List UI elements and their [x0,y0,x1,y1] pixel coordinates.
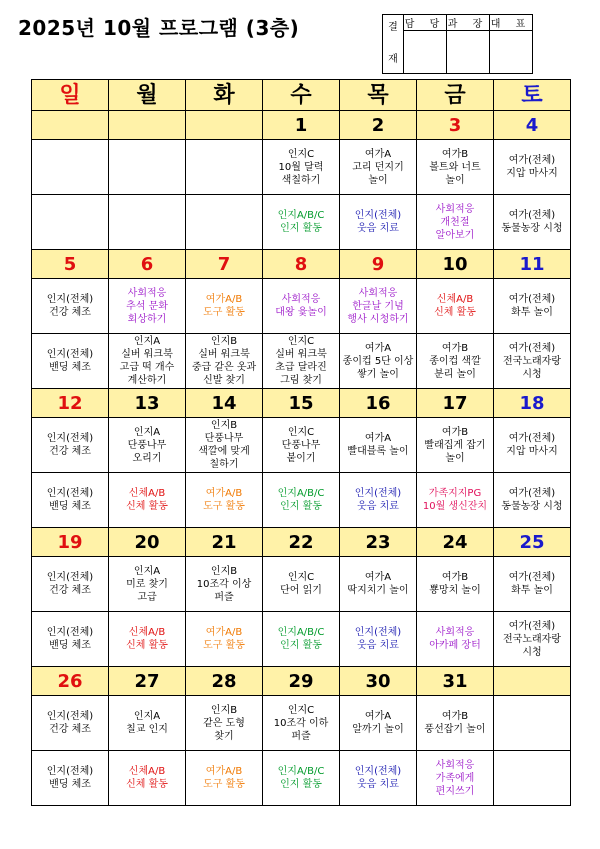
approval-side-bottom: 재 [388,54,398,65]
date-cell: 6 [109,250,186,279]
activity-cell [417,557,494,612]
activity-text: 여가(전체) 지압 마사지 [506,433,558,457]
date-row [32,250,571,279]
approval-box [382,14,533,74]
date-cell: 21 [186,528,263,557]
activity-cell [32,473,109,528]
activity-cell [263,612,340,667]
activity-text: 사회적응 개천절 알아보기 [435,203,475,241]
date-cell: 10 [417,250,494,279]
activity-row-morning [32,557,571,612]
activity-cell [186,140,263,195]
activity-text: 인지C 단풍나무 붙이기 [281,426,321,464]
activity-cell [186,473,263,528]
date-cell: 23 [340,528,417,557]
date-cell: 27 [109,667,186,696]
activity-cell [263,418,340,473]
activity-cell [32,612,109,667]
activity-text: 인지(전체) 웃음 치료 [354,488,402,512]
activity-text: 인지A/B/C 인지 활동 [277,627,325,651]
date-cell: 8 [263,250,340,279]
activity-cell [32,140,109,195]
activity-text: 여가(전체) 화투 놀이 [508,294,556,318]
activity-cell [494,473,571,528]
activity-cell [263,279,340,334]
weekday-cell: 금 [417,80,494,111]
page-title: 2025년 10월 프로그램 (3층) [18,16,300,40]
activity-text: 여가A/B 도구 활동 [203,488,245,512]
activity-text: 사회적응 아카페 장터 [429,627,481,651]
date-cell: 31 [417,667,494,696]
activity-text: 인지C 10월 달력 색칠하기 [278,148,324,186]
activity-row-morning [32,140,571,195]
activity-cell [32,334,109,389]
activity-text: 여가(전체) 화투 놀이 [508,572,556,596]
activity-text: 인지C 단어 읽기 [280,572,322,596]
activity-text: 신체A/B 신체 활동 [126,488,168,512]
activity-cell [109,557,186,612]
weekday-cell: 토 [494,80,571,111]
date-cell: 4 [494,111,571,140]
activity-cell [494,195,571,250]
activity-cell [109,279,186,334]
date-cell: 25 [494,528,571,557]
activity-text: 여가B 종이컵 색깔 분리 놀이 [429,342,481,380]
date-cell: 2 [340,111,417,140]
activity-cell [340,751,417,806]
activity-text: 여가A 고리 던지기 놀이 [352,148,404,186]
approval-label-director: 대 표 [490,15,533,31]
weekday-cell: 일 [32,80,109,111]
date-cell: 7 [186,250,263,279]
date-cell [186,111,263,140]
date-cell: 26 [32,667,109,696]
date-cell: 14 [186,389,263,418]
activity-text: 신체A/B 신체 활동 [434,294,476,318]
activity-text: 인지(전체) 밴딩 체조 [46,627,94,651]
activity-row-morning [32,418,571,473]
activity-text: 인지(전체) 밴딩 체조 [46,349,94,373]
activity-cell [494,751,571,806]
date-row [32,111,571,140]
activity-row-afternoon [32,334,571,389]
approval-label-manager: 과 장 [447,15,490,31]
activity-text: 인지(전체) 웃음 치료 [354,627,402,651]
activity-cell [340,696,417,751]
weekday-cell: 수 [263,80,340,111]
activity-cell [186,418,263,473]
activity-text: 인지A 칠교 인지 [126,711,168,735]
date-cell: 29 [263,667,340,696]
activity-cell [263,557,340,612]
approval-sign-manager [447,31,490,74]
activity-cell [417,696,494,751]
activity-text: 신체A/B 신체 활동 [126,627,168,651]
date-cell: 15 [263,389,340,418]
activity-cell [186,279,263,334]
date-row [32,667,571,696]
activity-text: 여가(전체) 지압 마사지 [506,155,558,179]
activity-text: 인지(전체) 건강 체조 [46,711,94,735]
activity-cell [109,140,186,195]
activity-cell [417,195,494,250]
activity-cell [340,140,417,195]
activity-cell [494,696,571,751]
activity-cell [263,696,340,751]
activity-text: 인지(전체) 건강 체조 [46,433,94,457]
activity-cell [186,751,263,806]
date-cell: 11 [494,250,571,279]
activity-text: 인지(전체) 건강 체조 [46,294,94,318]
activity-cell [417,279,494,334]
activity-row-afternoon [32,751,571,806]
activity-text: 인지B 단풍나무 색깔에 맞게 칠하기 [198,420,250,470]
activity-cell [186,557,263,612]
activity-text: 여가A 종이컵 5단 이상 쌓기 놀이 [342,342,414,380]
date-cell: 18 [494,389,571,418]
date-cell: 3 [417,111,494,140]
activity-cell [340,557,417,612]
activity-cell [186,195,263,250]
date-cell [32,111,109,140]
activity-text: 인지(전체) 밴딩 체조 [46,766,94,790]
activity-cell [417,473,494,528]
date-cell: 9 [340,250,417,279]
activity-cell [494,612,571,667]
activity-row-morning [32,696,571,751]
activity-text: 인지A 실버 워크북 고급 떡 개수 계산하기 [119,336,175,386]
activity-cell [340,195,417,250]
date-cell: 13 [109,389,186,418]
activity-text: 사회적응 가족에게 편지쓰기 [435,759,475,797]
activity-text: 여가B 뿅망치 놀이 [429,572,481,596]
date-cell: 28 [186,667,263,696]
weekday-cell: 화 [186,80,263,111]
date-cell: 5 [32,250,109,279]
date-cell: 12 [32,389,109,418]
activity-cell [340,334,417,389]
activity-cell [263,140,340,195]
activity-cell [417,334,494,389]
weekday-cell: 목 [340,80,417,111]
activity-text: 신체A/B 신체 활동 [126,766,168,790]
activity-cell [263,473,340,528]
activity-cell [109,696,186,751]
activity-text: 인지A 미로 찾기 고급 [126,565,168,603]
activity-text: 사회적응 대왕 윷놀이 [275,294,327,318]
activity-text: 인지C 실버 워크북 초급 달라진 그림 찾기 [275,336,327,386]
activity-cell [109,334,186,389]
activity-cell [494,418,571,473]
activity-cell [109,418,186,473]
activity-cell [109,195,186,250]
activity-cell [32,696,109,751]
activity-text: 여가(전체) 전국노래자랑 시청 [503,620,561,658]
activity-cell [494,279,571,334]
activity-cell [340,418,417,473]
activity-cell [186,696,263,751]
activity-cell [32,195,109,250]
activity-text: 인지A/B/C 인지 활동 [277,210,325,234]
activity-text: 사회적응 추석 문화 회상하기 [126,287,168,325]
activity-text: 여가(전체) 동물농장 시청 [501,488,563,512]
activity-text: 여가A 알까기 놀이 [352,711,404,735]
activity-text: 인지A 단풍나무 오리기 [127,426,167,464]
weekday-cell: 월 [109,80,186,111]
approval-sign-staff [404,31,447,74]
date-cell: 20 [109,528,186,557]
activity-cell [417,418,494,473]
date-cell: 24 [417,528,494,557]
activity-text: 인지(전체) 웃음 치료 [354,766,402,790]
activity-text: 사회적응 한글날 기념 행사 시청하기 [347,287,409,325]
activity-text: 여가B 풍선잡기 놀이 [424,711,486,735]
activity-cell [417,140,494,195]
activity-cell [417,612,494,667]
date-cell: 1 [263,111,340,140]
activity-row-afternoon [32,195,571,250]
activity-cell [263,334,340,389]
activity-cell [263,751,340,806]
activity-cell [494,334,571,389]
activity-text: 가족지지PG 10월 생신잔치 [422,488,488,512]
calendar-table [31,79,571,806]
date-row [32,389,571,418]
activity-text: 인지B 같은 도형 찾기 [203,704,245,742]
activity-text: 여가A/B 도구 활동 [203,294,245,318]
activity-text: 인지B 10조각 이상 퍼즐 [196,565,252,603]
activity-cell [417,751,494,806]
activity-text: 여가A 빨대블록 놀이 [347,433,409,457]
activity-cell [32,418,109,473]
date-cell: 30 [340,667,417,696]
activity-text: 인지C 10조각 이하 퍼즐 [273,704,329,742]
date-row [32,528,571,557]
activity-text: 인지(전체) 웃음 치료 [354,210,402,234]
activity-cell [32,279,109,334]
activity-text: 여가A/B 도구 활동 [203,766,245,790]
approval-side-label [383,15,404,74]
activity-cell [340,473,417,528]
date-cell [494,667,571,696]
date-cell: 16 [340,389,417,418]
activity-text: 인지B 실버 워크북 중급 같은 옷과 신발 찾기 [191,336,257,386]
date-cell: 19 [32,528,109,557]
approval-label-staff: 담 당 [404,15,447,31]
weekday-header-row [32,80,571,111]
activity-text: 여가(전체) 전국노래자랑 시청 [503,342,561,380]
activity-text: 인지A/B/C 인지 활동 [277,488,325,512]
activity-cell [263,195,340,250]
activity-cell [32,557,109,612]
activity-row-afternoon [32,473,571,528]
activity-cell [186,334,263,389]
date-cell: 17 [417,389,494,418]
activity-cell [109,473,186,528]
activity-text: 여가A 딱지치기 놀이 [347,572,409,596]
activity-text: 인지(전체) 밴딩 체조 [46,488,94,512]
date-cell: 22 [263,528,340,557]
activity-cell [494,140,571,195]
activity-row-morning [32,279,571,334]
activity-cell [340,612,417,667]
activity-text: 여가B 빨래집게 잡기 놀이 [424,426,486,464]
activity-text: 인지A/B/C 인지 활동 [277,766,325,790]
activity-text: 인지(전체) 건강 체조 [46,572,94,596]
approval-sign-director [490,31,533,74]
activity-cell [494,557,571,612]
activity-cell [109,751,186,806]
activity-cell [109,612,186,667]
approval-side-top: 결 [388,22,398,33]
activity-row-afternoon [32,612,571,667]
activity-cell [186,612,263,667]
activity-text: 여가B 볼트와 너트 놀이 [429,148,481,186]
activity-cell [32,751,109,806]
activity-text: 여가(전체) 동물농장 시청 [501,210,563,234]
activity-cell [340,279,417,334]
date-cell [109,111,186,140]
activity-text: 여가A/B 도구 활동 [203,627,245,651]
